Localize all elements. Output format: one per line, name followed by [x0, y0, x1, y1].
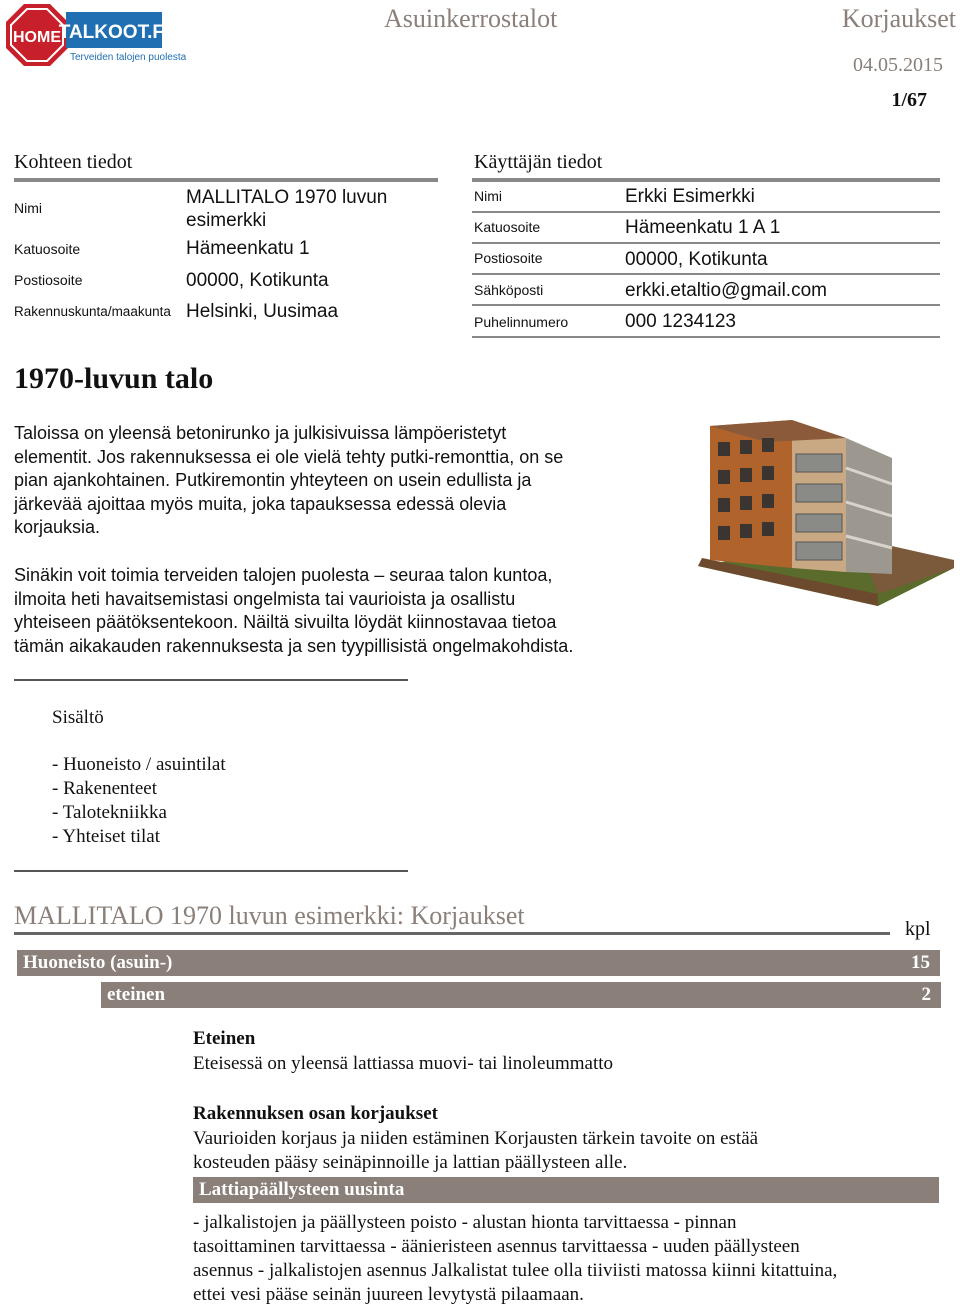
group-row-huoneisto[interactable]	[17, 950, 940, 976]
item-description: Eteisessä on yleensä lattiassa muovi- tai linoleummatto	[193, 1053, 614, 1074]
kayttaja-divider	[472, 336, 940, 338]
report-date: 04.05.2015	[853, 54, 943, 76]
item-title: Eteinen	[193, 1028, 256, 1049]
report-title-rule	[14, 932, 890, 935]
category-korjaukset[interactable]: Korjaukset	[841, 4, 956, 33]
intro-paragraph-2	[14, 564, 573, 658]
kayttaja-rule	[472, 178, 940, 182]
svg-text:HOME: HOME	[13, 29, 61, 46]
text-line: järkevää ajoittaa myös muita, joka tapauksessa edessä olevia	[14, 493, 507, 514]
toc-top-rule	[14, 679, 408, 681]
text-line: asennus - jalkalistojen asennus Jalkalistat tulee olla tiiviisti matossa kiinni kitattuina,	[193, 1260, 838, 1281]
subgroup-count: 2	[921, 984, 931, 1005]
kayttaja-value-katuosoite: Hämeenkatu 1 A 1	[625, 217, 781, 238]
category-asuinkerrostalot[interactable]: Asuinkerrostalot	[384, 4, 558, 33]
kayttaja-divider	[472, 211, 940, 213]
group-label: Huoneisto (asuin-)	[23, 952, 173, 973]
toc-item-rakenteet[interactable]: - Rakenenteet	[52, 778, 157, 799]
text-line: Sinäkin voit toimia terveiden talojen puolesta – seuraa talon kuntoa,	[14, 565, 553, 585]
page-number: 1/67	[891, 89, 927, 111]
building-illustration	[696, 418, 958, 608]
text-line: korjauksia.	[14, 517, 101, 537]
task-title: Lattiapäällysteen uusinta	[199, 1179, 405, 1200]
kohde-value-nimi: MALLITALO 1970 luvun esimerkki	[186, 187, 388, 231]
text-line: ettei vesi pääse seinän juureen levytystä pilaamaan.	[193, 1284, 584, 1305]
kayttaja-value-nimi: Erkki Esimerkki	[625, 186, 755, 207]
task-text	[193, 1211, 837, 1307]
toc-item-yhteiset-tilat[interactable]: - Yhteiset tilat	[52, 826, 160, 847]
kayttaja-label-nimi: Nimi	[474, 188, 502, 204]
kayttaja-value-sahkoposti[interactable]: erkki.etaltio@gmail.com	[625, 280, 827, 301]
task-row-lattiapaallyste[interactable]	[193, 1177, 939, 1203]
svg-text:TALKOOT.FI: TALKOOT.FI	[58, 22, 170, 43]
text-line: Vaurioiden korjaus ja niiden estäminen Korjausten tärkein tavoite on estää	[193, 1128, 759, 1149]
intro-paragraph-1	[14, 422, 563, 540]
kayttaja-value-puhelinnumero: 000 1234123	[625, 311, 736, 332]
kohde-value-rakennuskunta: Helsinki, Uusimaa	[186, 301, 339, 322]
hometalkoot-logo[interactable]	[6, 4, 187, 66]
kpl-column-label: kpl	[905, 918, 931, 940]
kayttaja-divider	[472, 304, 940, 306]
kohde-label-nimi: Nimi	[14, 200, 42, 216]
toc-item-talotekniikka[interactable]: - Talotekniikka	[52, 802, 167, 823]
kohde-label-postiosoite: Postiosoite	[14, 272, 83, 288]
kayttaja-value-postiosoite: 00000, Kotikunta	[625, 249, 768, 270]
kohde-value-katuosoite: Hämeenkatu 1	[186, 238, 310, 259]
kohde-label-rakennuskunta: Rakennuskunta/maakunta	[14, 304, 171, 319]
report-title: MALLITALO 1970 luvun esimerkki: Korjaukset	[14, 901, 525, 930]
text-line: Taloissa on yleensä betonirunko ja julkisivuissa lämpöeristetyt	[14, 423, 507, 443]
kayttaja-divider	[472, 242, 940, 244]
svg-text:Terveiden talojen puolesta: Terveiden talojen puolesta	[70, 52, 187, 63]
toc-item-huoneisto[interactable]: - Huoneisto / asuintilat	[52, 754, 226, 775]
text-line: kosteuden pääsy seinäpinnoille ja lattian päällysteen alle.	[193, 1152, 628, 1173]
text-line: elementit. Jos rakennuksessa ei ole vielä tehty putki-remonttia, on se	[14, 446, 564, 467]
kayttaja-label-puhelinnumero: Puhelinnumero	[474, 314, 569, 330]
toc-title: Sisältö	[52, 707, 104, 728]
text-line: ilmoita heti havaitsemistasi ongelmista tai vaurioista ja osallistu	[14, 588, 516, 609]
kayttaja-title: Käyttäjän tiedot	[474, 151, 603, 173]
logo-graphic	[6, 4, 187, 66]
toc-list	[52, 753, 226, 849]
house-type-heading: 1970-luvun talo	[14, 362, 214, 395]
kohde-label-katuosoite: Katuosoite	[14, 241, 81, 257]
text-line: - jalkalistojen ja päällysteen poisto - alustan hionta tarvittaessa - pinnan	[193, 1212, 737, 1233]
kohde-title: Kohteen tiedot	[14, 151, 133, 173]
apartment-building-image	[696, 418, 958, 608]
kohde-rule	[14, 178, 438, 182]
kohde-value-postiosoite: 00000, Kotikunta	[186, 270, 329, 291]
toc-bottom-rule	[14, 870, 408, 872]
kayttaja-label-katuosoite: Katuosoite	[474, 219, 541, 235]
text-line: tasoittaminen tarvittaessa - äänieristeen asennus tarvittaessa - uuden päällysteen	[193, 1236, 800, 1257]
text-line: pian ajankohtainen. Putkiremontin yhteyteen on usein edullista ja	[14, 470, 532, 490]
text-line: tämän aikakauden rakennuksesta ja sen tyypillisistä ongelmakohdista.	[14, 635, 574, 656]
kayttaja-divider	[472, 273, 940, 275]
kayttaja-label-sahkoposti: Sähköposti	[474, 282, 544, 298]
subgroup-label: eteinen	[107, 984, 166, 1005]
repairs-text	[193, 1127, 758, 1175]
subgroup-row-eteinen[interactable]	[101, 982, 941, 1008]
repairs-title: Rakennuksen osan korjaukset	[193, 1103, 438, 1124]
text-line: yhteiseen päätöksentekoon. Näiltä sivuilta löydät kiinnostavaa tietoa	[14, 612, 557, 632]
group-count: 15	[911, 952, 930, 973]
kayttaja-label-postiosoite: Postiosoite	[474, 250, 543, 266]
